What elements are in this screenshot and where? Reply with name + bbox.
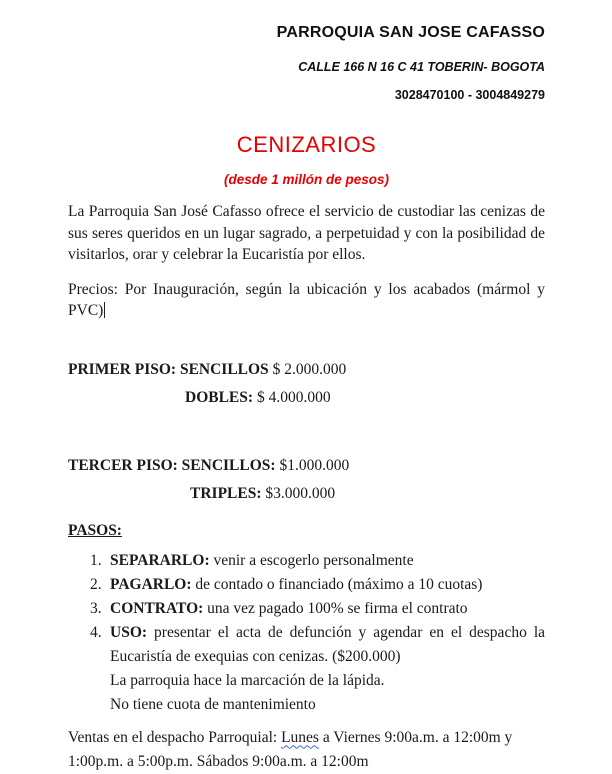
steps-heading-text: PASOS: <box>68 521 122 539</box>
list-item-continuation: La parroquia hace la marcación de la lápida. <box>110 671 385 689</box>
intro-paragraph: La Parroquia San José Cafasso ofrece el servicio de custodiar las cenizas de sus seres queridos en un lugar sagrado, a perpetuidad y con la posibilidad de visitarlos, orar y celebrar la Eucaristía por ellos. <box>68 203 545 263</box>
list-item-label: USO: <box>110 623 148 641</box>
list-item <box>68 573 545 597</box>
price-value: $3.000.000 <box>265 484 336 502</box>
price-block-primer-piso <box>68 356 545 412</box>
sales-hours-text: Ventas en el despacho Parroquial: <box>68 728 278 746</box>
price-row <box>68 356 545 384</box>
price-label: TERCER PISO: SENCILLOS: <box>68 456 276 474</box>
price-label: PRIMER PISO: SENCILLOS <box>68 360 269 378</box>
list-item <box>68 597 545 621</box>
list-item-number: 2. <box>90 575 102 593</box>
price-block-tercer-piso <box>68 452 545 508</box>
sales-hours-text: a Viernes 9:00a.m. a 12:00m y 1:00p.m. a 5:00p.m. Sábados 9:00a.m. a 12:00m <box>68 728 513 770</box>
price-value: $1.000.000 <box>279 456 350 474</box>
grammar-flagged-word: Lunes <box>281 728 319 746</box>
sales-hours-paragraph <box>68 726 545 774</box>
price-row <box>68 480 545 508</box>
list-item-text: venir a escogerlo personalmente <box>213 551 414 569</box>
steps-heading <box>68 521 545 540</box>
price-value: $ 2.000.000 <box>272 360 347 378</box>
list-item <box>68 549 545 573</box>
price-row <box>68 384 545 412</box>
list-item-text: presentar el acta de defunción y agendar en el despacho la Eucaristía de exequias con cenizas. ($200.000) <box>110 623 546 665</box>
steps-list <box>68 549 545 717</box>
precios-text: Precios: Por Inauguración, según la ubicación y los acabados (mármol y PVC) <box>68 280 545 319</box>
org-phones: 3028470100 - 3004849279 <box>394 88 545 102</box>
text-cursor <box>104 302 105 318</box>
list-item-text: una vez pagado 100% se firma el contrato <box>207 599 468 617</box>
list-item-continuation: No tiene cuota de mantenimiento <box>110 695 316 713</box>
precios-paragraph <box>68 279 545 322</box>
list-item-number: 1. <box>90 551 102 569</box>
list-item-text: de contado o financiado (máximo a 10 cuotas) <box>195 575 483 593</box>
list-item-label: CONTRATO: <box>110 599 204 617</box>
list-item <box>68 621 545 669</box>
document-title: CENIZARIOS <box>236 132 377 157</box>
list-item-number: 4. <box>90 623 102 641</box>
price-label: DOBLES: <box>185 388 254 406</box>
document-subtitle: (desde 1 millón de pesos) <box>223 172 390 187</box>
price-value: $ 4.000.000 <box>256 388 331 406</box>
list-item-label: SEPARARLO: <box>110 551 210 569</box>
price-row <box>68 452 545 480</box>
price-label: TRIPLES: <box>190 484 262 502</box>
list-item-label: PAGARLO: <box>110 575 192 593</box>
letterhead <box>68 23 545 103</box>
list-item-number: 3. <box>90 599 102 617</box>
org-name: PARROQUIA SAN JOSE CAFASSO <box>276 24 545 41</box>
org-address: CALLE 166 N 16 C 41 TOBERIN- BOGOTA <box>298 60 545 74</box>
